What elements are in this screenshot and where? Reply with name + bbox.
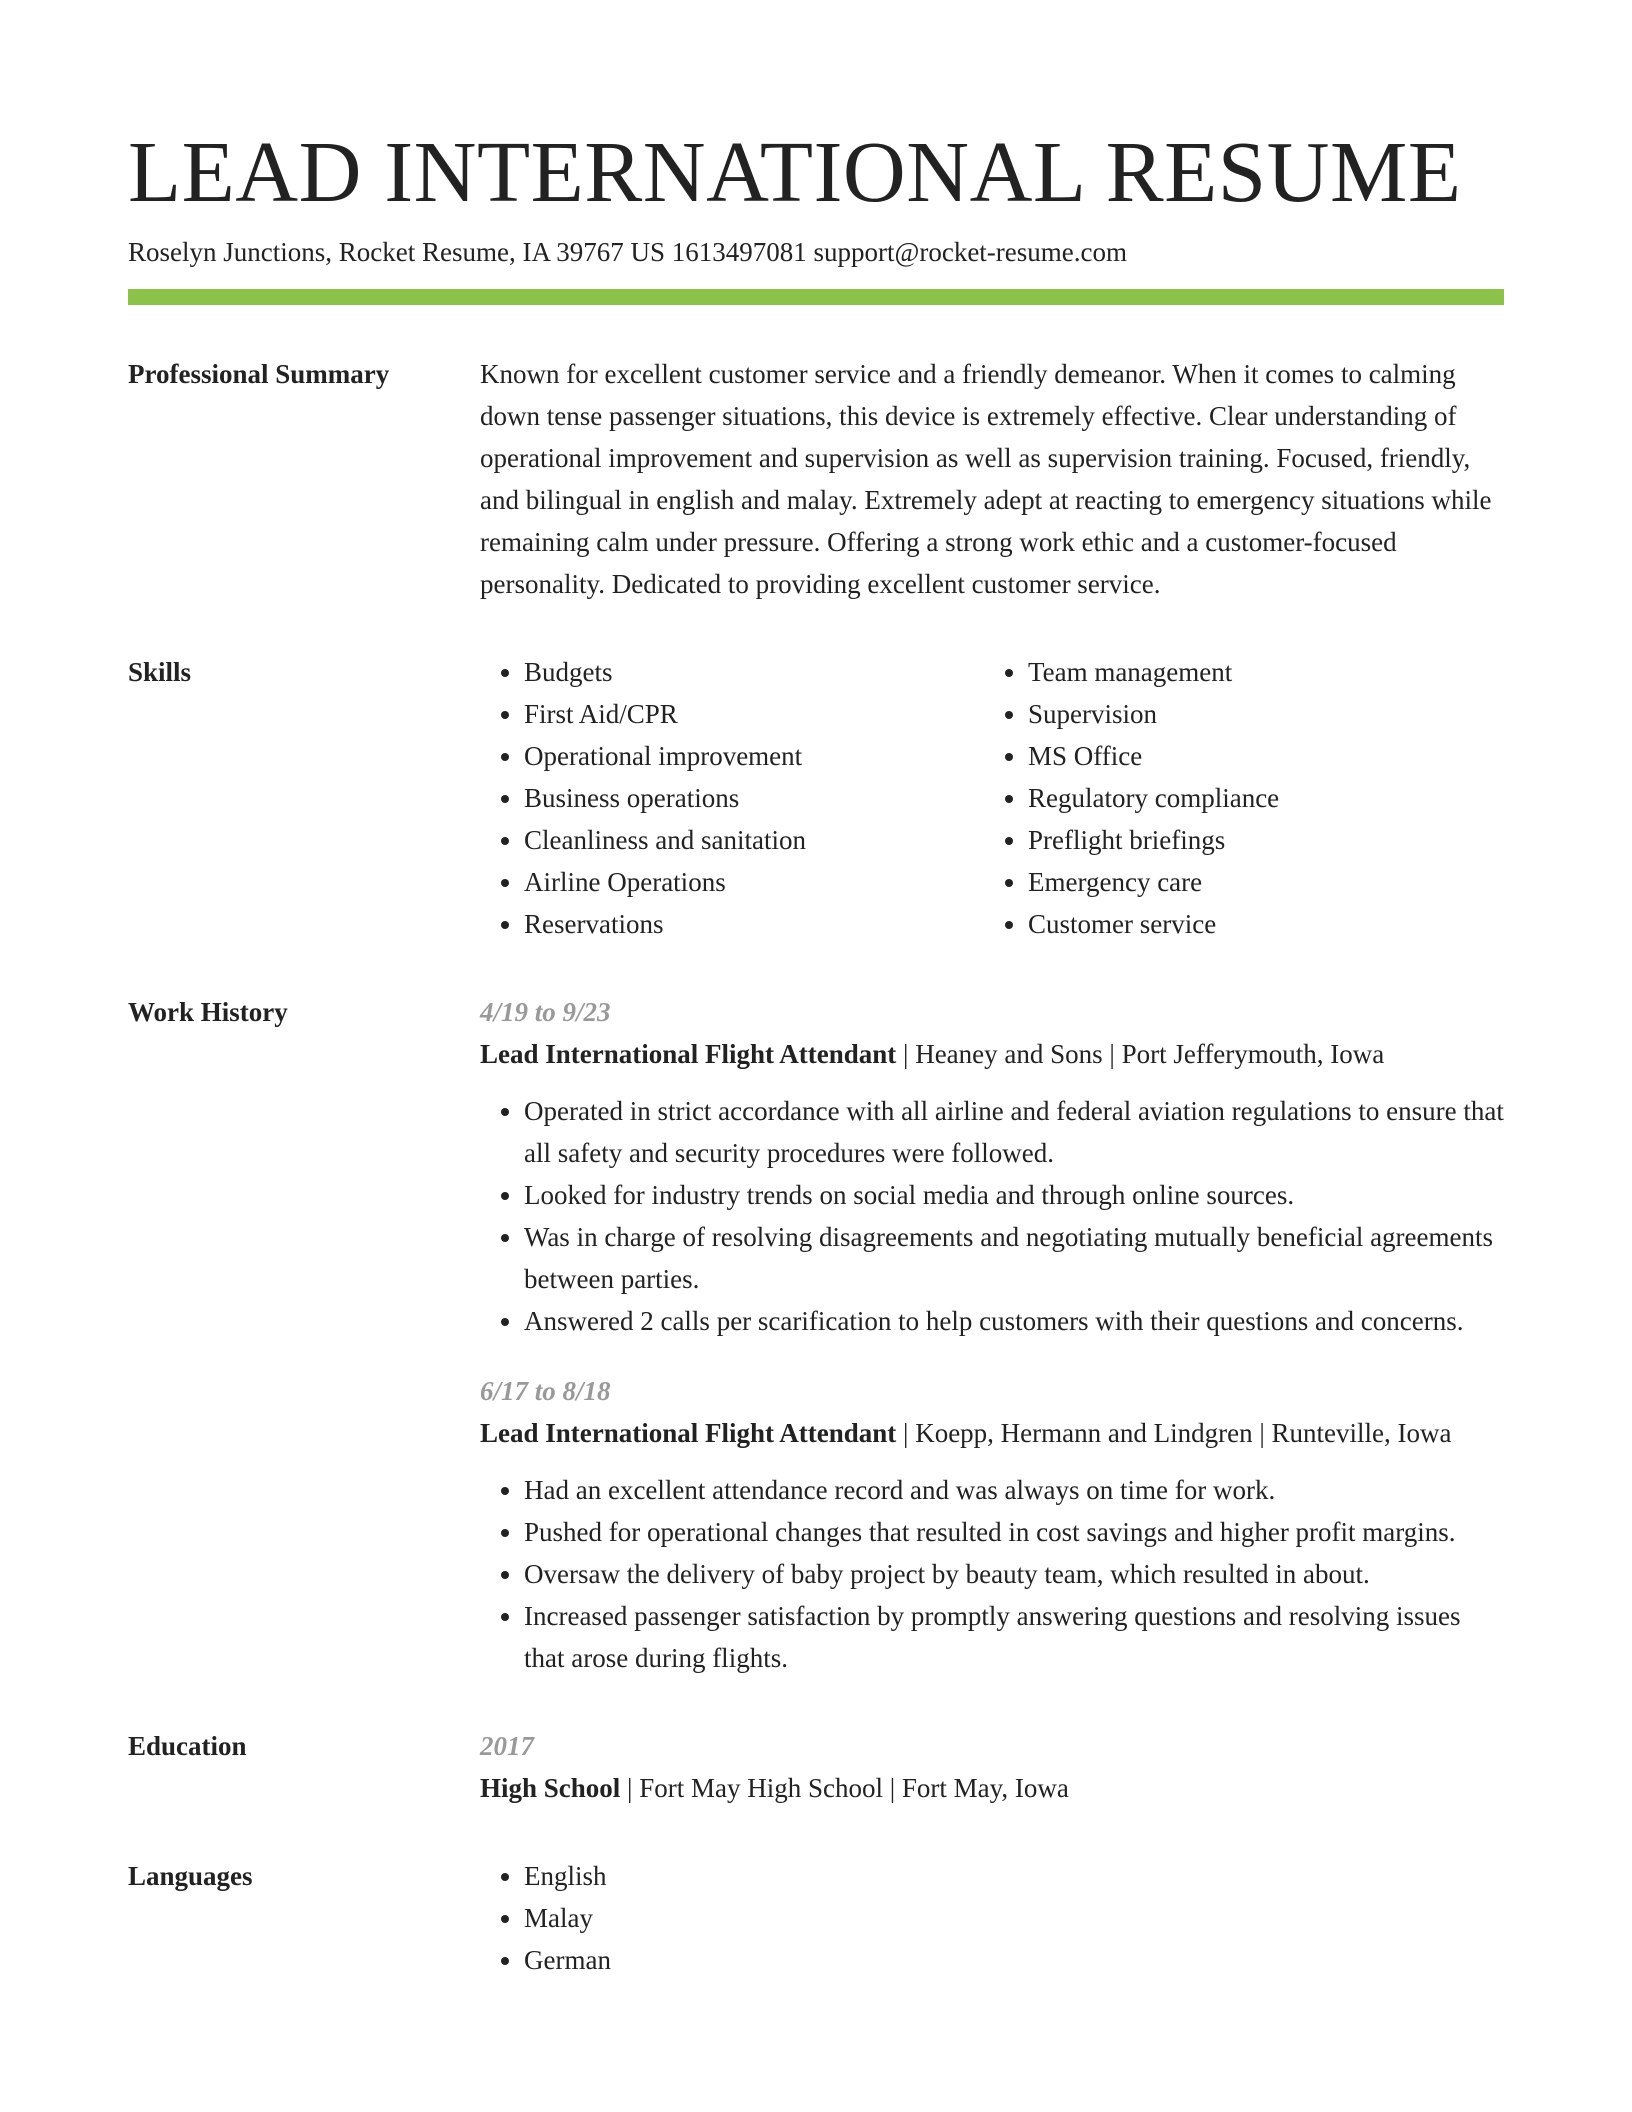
education-heading: Education	[128, 1731, 247, 1761]
job-duty: • Pushed for operational changes that resulted in cost savings and higher profit margins.	[524, 1511, 1504, 1553]
resume-title: LEAD INTERNATIONAL RESUME	[128, 123, 1462, 220]
education-entry	[480, 1767, 1504, 1809]
education-details: | Fort May High School | Fort May, Iowa	[620, 1773, 1069, 1803]
summary-section	[128, 353, 1504, 605]
contact-phone: 1613497081	[671, 237, 807, 267]
languages-heading: Languages	[128, 1861, 253, 1891]
summary-text: Known for excellent customer service and a friendly demeanor. When it comes to calming down tense passenger situations, this device is extremely effective. Clear understanding of operational improvement and supervision as well as supervision training. Focused, friendly, and bilingual in english and malay. Extremely adept at reacting to emergency situations while remaining calm under pressure. Offering a strong work ethic and a customer-focused personality. Dedicated to providing excellent customer service.	[480, 359, 1492, 599]
skill-item: • Business operations	[524, 777, 984, 819]
contact-email: support@rocket-resume.com	[813, 237, 1128, 267]
skills-list-right	[984, 651, 1488, 945]
education-year: 2017	[480, 1731, 534, 1761]
job-entry	[480, 991, 1504, 1342]
language-item: • German	[524, 1939, 1504, 1981]
skill-item: • First Aid/CPR	[524, 693, 984, 735]
skill-item: • Team management	[1028, 651, 1488, 693]
skill-item: • Reservations	[524, 903, 984, 945]
contact-address: Roselyn Junctions, Rocket Resume, IA 39767 US	[128, 237, 665, 267]
skills-list-left	[480, 651, 984, 945]
languages-section	[128, 1855, 1504, 1981]
job-duties	[480, 1469, 1504, 1679]
skill-item: • Budgets	[524, 651, 984, 693]
job-heading	[480, 1033, 1504, 1075]
job-heading	[480, 1412, 1504, 1454]
job-duty: • Operated in strict accordance with all airline and federal aviation regulations to ensure that all safety and security procedures were followed.	[524, 1090, 1504, 1174]
job-duty: • Increased passenger satisfaction by promptly answering questions and resolving issues that arose during flights.	[524, 1595, 1504, 1679]
summary-heading: Professional Summary	[128, 359, 390, 389]
languages-list	[480, 1855, 1504, 1981]
skill-item: • Supervision	[1028, 693, 1488, 735]
skill-item: • Cleanliness and sanitation	[524, 819, 984, 861]
skill-item: • Airline Operations	[524, 861, 984, 903]
job-dates: 6/17 to 8/18	[480, 1376, 611, 1406]
skill-item: • Customer service	[1028, 903, 1488, 945]
job-duty: • Was in charge of resolving disagreements and negotiating mutually beneficial agreements between parties.	[524, 1216, 1504, 1300]
job-entry	[480, 1370, 1504, 1679]
work-history-section	[128, 991, 1504, 1679]
skill-item: • MS Office	[1028, 735, 1488, 777]
job-title: Lead International Flight Attendant	[480, 1418, 897, 1448]
header-divider	[128, 289, 1504, 305]
job-duty: • Looked for industry trends on social media and through online sources.	[524, 1174, 1504, 1216]
language-item: • Malay	[524, 1897, 1504, 1939]
language-item: • English	[524, 1855, 1504, 1897]
job-duty: • Had an excellent attendance record and was always on time for work.	[524, 1469, 1504, 1511]
education-degree: High School	[480, 1773, 621, 1803]
skills-heading: Skills	[128, 657, 192, 687]
job-title: Lead International Flight Attendant	[480, 1039, 897, 1069]
job-duties	[480, 1090, 1504, 1342]
work-history-heading: Work History	[128, 997, 288, 1027]
skills-section	[128, 651, 1504, 945]
education-section	[128, 1725, 1504, 1809]
job-details: | Heaney and Sons | Port Jefferymouth, Iowa	[896, 1039, 1385, 1069]
skill-item: • Regulatory compliance	[1028, 777, 1488, 819]
skill-item: • Emergency care	[1028, 861, 1488, 903]
resume-page	[128, 120, 1504, 1981]
job-duty: • Oversaw the delivery of baby project by beauty team, which resulted in about.	[524, 1553, 1504, 1595]
job-details: | Koepp, Hermann and Lindgren | Runteville, Iowa	[896, 1418, 1452, 1448]
contact-line	[128, 234, 1504, 270]
job-duty: • Answered 2 calls per scarification to help customers with their questions and concerns.	[524, 1300, 1504, 1342]
skill-item: • Operational improvement	[524, 735, 984, 777]
skill-item: • Preflight briefings	[1028, 819, 1488, 861]
job-dates: 4/19 to 9/23	[480, 997, 611, 1027]
